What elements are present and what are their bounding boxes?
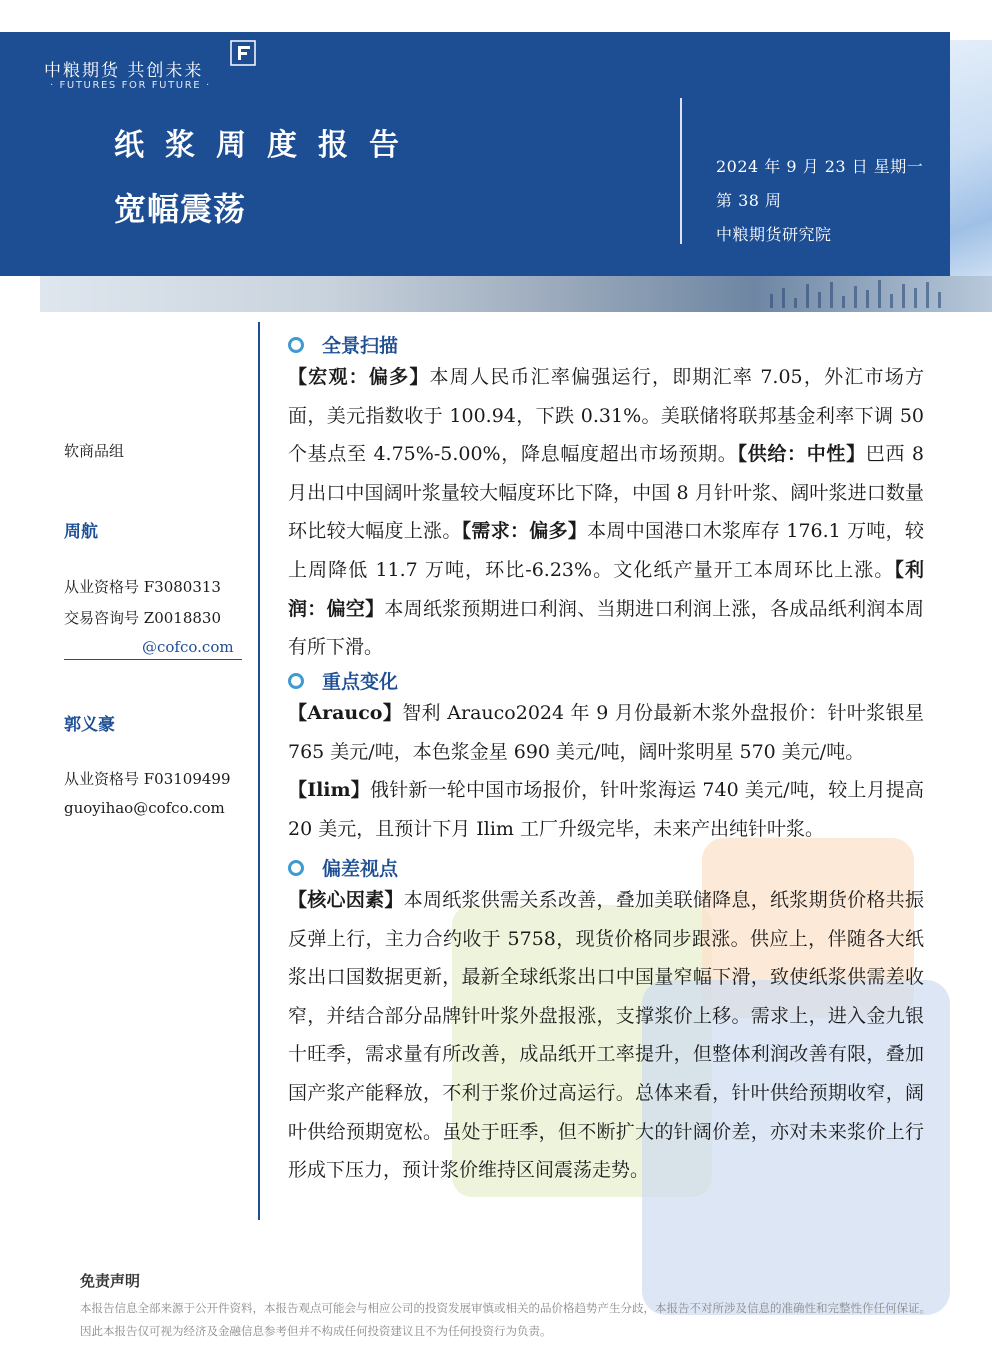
disclaimer-text: 本报告信息全部来源于公开件资料，本报告观点可能会与相应公司的投资发展审慎或相关的品价格趋势产生分歧，本报告不对所涉及信息的准确性和完整性作任何保证。因此本报告仅可视为经济及金融信息参考但并不构成任何投资建议且不为任何投资行为负责。: [80, 1301, 931, 1338]
tag-demand: 【需求：偏多】: [461, 520, 588, 543]
supply-text: 巴西 8 月出口中国阔叶浆量较大幅度环比下降，中国 8 月针叶浆、阔叶浆进口数量环比较大幅度上涨。: [288, 443, 924, 543]
report-week: 第 38 周: [716, 191, 782, 210]
ilim-text: 俄针新一轮中国市场报价，针叶浆海运 740 美元/吨，较上月提高 20 美元，且预计下月 Ilim 工厂升级完毕，未来产出纯针叶浆。: [288, 779, 924, 840]
tag-macro: 【宏观：偏多】: [288, 366, 430, 388]
report-institute: 中粮期货研究院: [716, 225, 832, 244]
changes-paragraph-ilim: [288, 771, 924, 848]
analyst-email-link[interactable]: @cofco.com: [142, 638, 234, 656]
report-date: 2024 年 9 月 23 日 星期一: [716, 157, 924, 176]
analyst-consult-number: 交易咨询号 Z0018830: [64, 609, 221, 627]
header-photo-chart-decoration: [760, 276, 960, 312]
macro-text: 本周人民币汇率偏强运行，即期汇率 7.05，外汇市场方面，美元指数收于 100.94，下跌 0.31%。美联储将联邦基金利率下调 50 个基点至 4.75%-5.00%，降息幅度超出市场预期。: [288, 366, 924, 466]
analyst-name: 周航: [64, 522, 98, 542]
tag-profit: 【利润：偏空】: [288, 558, 924, 620]
analyst-name: 郭义豪: [64, 715, 115, 735]
header-divider: [680, 98, 682, 244]
analyst-email: guoyihao@cofco.com: [64, 799, 225, 817]
arauco-text: 智利 Arauco2024 年 9 月份最新木浆外盘报价：针叶浆银星 765 美元/吨，本色浆金星 690 美元/吨，阔叶浆明星 570 美元/吨。: [288, 702, 924, 763]
analyst-license: 从业资格号 F03109499: [64, 770, 231, 788]
tag-supply: 【供给：中性】: [737, 443, 866, 466]
content-divider: [258, 322, 260, 1220]
report-title: 纸浆周度报告: [114, 128, 420, 163]
bullet-circle-icon: [288, 337, 304, 353]
analyst-license: 从业资格号 F3080313: [64, 578, 221, 596]
section-title: 全景扫描: [322, 335, 399, 357]
view-paragraph: [288, 881, 924, 1190]
research-group: 软商品组: [64, 442, 125, 460]
overview-paragraph: [288, 358, 924, 667]
demand-text: 本周中国港口木浆库存 176.1 万吨，较上周降低 11.7 万吨，环比-6.23%。文化纸产量开工本周环比上涨。: [288, 520, 924, 581]
profit-text: 本周纸浆预期进口利润、当期进口利润上涨，各成品纸利润本周有所下滑。: [288, 597, 924, 659]
disclaimer-title: 免责声明: [80, 1272, 141, 1290]
changes-paragraph-arauco: [288, 694, 924, 771]
company-logo-slogan: · FUTURES FOR FUTURE ·: [50, 80, 211, 91]
bullet-circle-icon: [288, 673, 304, 689]
core-factor-text: 本周纸浆供需关系改善，叠加美联储降息，纸浆期货价格共振反弹上行，主力合约收于 5758，现货价格同步跟涨。供应上，伴随各大纸浆出口国数据更新，最新全球纸浆出口中国量窄幅下滑，致使纸浆供需差收窄，并结合部分品牌针叶浆外盘报涨，支撑浆价上移。需求上，进入金九银十旺季，需求量有所改善，成品纸开工率提升，但整体利润改善有限，叠加国产浆产能释放，不利于浆价过高运行。总体来看，针叶供给预期收窄，阔叶供给预期宽松。虽处于旺季，但不断扩大的针阔价差，亦对未来浆价上行形成下压力，预计浆价维持区间震荡走势。: [288, 889, 924, 1182]
company-logo-text: 中粮期货 共创未来: [44, 61, 204, 81]
report-subtitle: 宽幅震荡: [114, 190, 247, 228]
tag-core-factor: 【核心因素】: [288, 889, 404, 911]
analyst-email-underline: [64, 659, 242, 660]
section-title: 重点变化: [322, 671, 399, 693]
bullet-circle-icon: [288, 860, 304, 876]
section-title: 偏差视点: [322, 858, 399, 880]
tag-arauco: 【Arauco】: [288, 702, 403, 724]
tag-ilim: 【Ilim】: [288, 779, 370, 801]
company-logo-icon: [230, 40, 256, 66]
